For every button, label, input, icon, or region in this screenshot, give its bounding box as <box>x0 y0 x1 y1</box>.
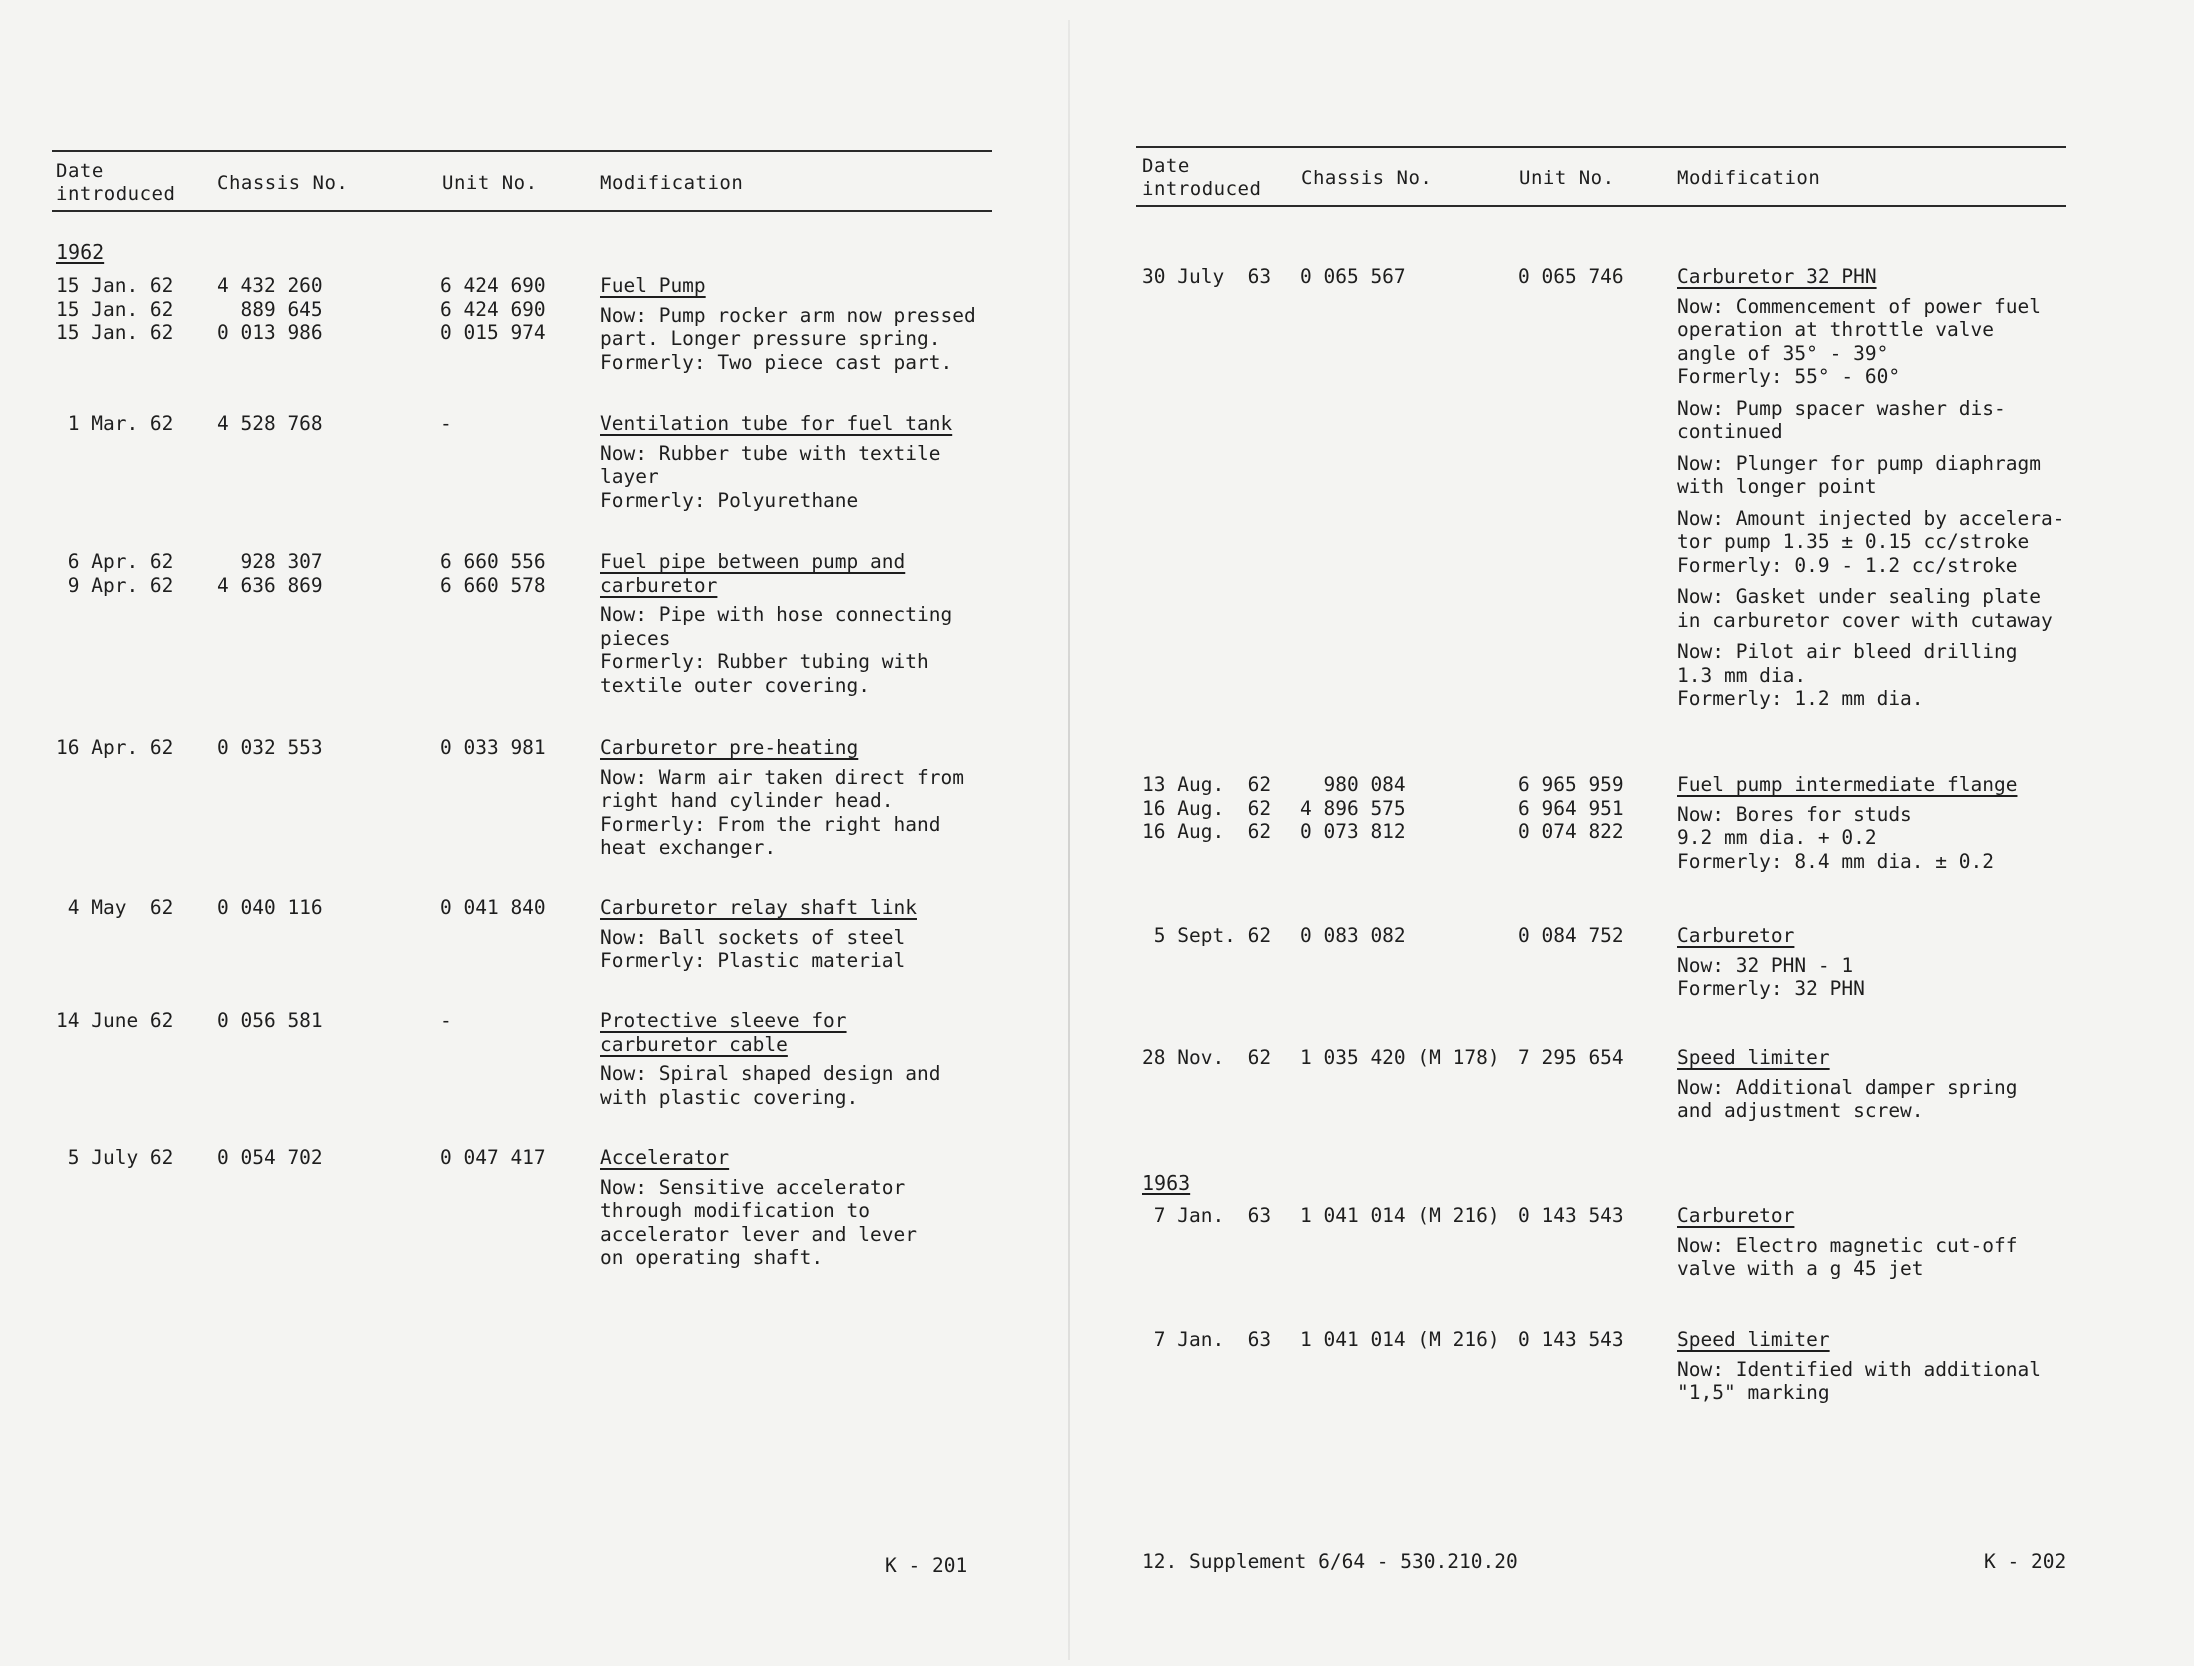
modification-paragraph <box>1677 1234 2017 1281</box>
modification-line: Now: Pilot air bleed drilling <box>1677 640 2018 663</box>
modification-title: Fuel pump intermediate flange <box>1677 773 2018 796</box>
modification-line: Formerly: 0.9 - 1.2 cc/stroke <box>1677 553 2018 577</box>
date-value: 7 Jan. 63 <box>1142 1328 1272 1351</box>
modification-line: Now: Spiral shaped design and <box>600 1062 941 1085</box>
header-top-rule <box>52 150 992 152</box>
date-value: 1 Mar. 62 <box>56 412 174 435</box>
modification-paragraph <box>1677 452 2064 499</box>
unit-number-column <box>440 1009 452 1033</box>
unit-number-value: 0 084 752 <box>1518 924 1624 947</box>
date-value: 5 Sept. 62 <box>1142 924 1272 947</box>
date-column <box>56 896 173 920</box>
modification-paragraph <box>600 1062 940 1109</box>
modification-line: tor pump 1.35 ± 0.15 cc/stroke <box>1677 530 2030 553</box>
modification-line: 1.3 mm dia. <box>1677 663 1807 687</box>
modification-line: Now: Electro magnetic cut-off <box>1677 1233 2018 1257</box>
page-k-202 <box>1136 0 2066 1666</box>
date-value: 7 Jan. 63 <box>1142 1204 1272 1227</box>
modification-paragraph <box>600 442 952 513</box>
modification-title: Carburetor 32 PHN <box>1677 265 1877 288</box>
modification-title: Ventilation tube for fuel tank <box>600 412 953 435</box>
unit-number-value: 0 065 746 <box>1518 265 1624 288</box>
modification-line: Formerly: Two piece cast part. <box>600 350 953 374</box>
modification-line: Now: Bores for studs <box>1677 802 1912 826</box>
date-value: 15 Jan. 62 <box>56 297 174 321</box>
header-chassis: Chassis No. <box>1301 167 1433 189</box>
modification-line: Now: Pump rocker arm now pressed <box>600 303 976 327</box>
modification-line: on operating shaft. <box>600 1246 824 1269</box>
chassis-number-value: 0 056 581 <box>217 1009 323 1032</box>
modification-line: heat exchanger. <box>600 836 777 859</box>
date-column <box>56 1146 173 1170</box>
page-number: K - 202 <box>1984 1550 2067 1573</box>
year-heading: 1962 <box>56 240 105 264</box>
modification-column <box>600 412 952 520</box>
modification-column <box>600 736 964 868</box>
chassis-number-column <box>217 550 323 597</box>
date-value: 6 Apr. 62 <box>56 550 174 573</box>
modification-column <box>600 274 976 382</box>
supplement-note: 12. Supplement 6/64 - 530.210.20 <box>1142 1550 1518 1573</box>
modification-line: and adjustment screw. <box>1677 1099 1924 1122</box>
modification-paragraph <box>1677 295 2064 389</box>
modification-line: valve with a g 45 jet <box>1677 1257 1924 1280</box>
unit-number-value: 0 143 543 <box>1518 1328 1624 1351</box>
modification-line: Formerly: 32 PHN <box>1677 977 1865 1000</box>
modification-line: pieces <box>600 626 671 650</box>
date-value: 4 May 62 <box>56 896 174 919</box>
date-value: 9 Apr. 62 <box>56 573 174 597</box>
chassis-number-value: 0 073 812 <box>1300 820 1406 843</box>
unit-number-value: - <box>440 1009 452 1032</box>
modification-line: through modification to <box>600 1199 871 1222</box>
modification-title: Carburetor <box>1677 924 1795 947</box>
modification-column <box>600 1146 917 1278</box>
date-column <box>1142 1204 1271 1228</box>
chassis-number-column <box>217 274 323 345</box>
date-column <box>1142 1328 1271 1352</box>
date-column <box>56 274 173 345</box>
unit-number-column <box>1518 1204 1624 1228</box>
year-heading: 1963 <box>1142 1171 1191 1195</box>
modification-title: Fuel pipe between pump and carburetor <box>600 550 906 597</box>
modification-line: part. Longer pressure spring. <box>600 327 941 350</box>
modification-column <box>1677 1046 2017 1131</box>
modification-line: Now: Additional damper spring <box>1677 1075 2018 1099</box>
date-column <box>56 550 173 597</box>
modification-column <box>1677 1328 2041 1413</box>
page-number: K - 201 <box>885 1554 968 1577</box>
modification-line: Now: Plunger for pump diaphragm <box>1677 451 2041 475</box>
chassis-number-column <box>1300 1204 1500 1228</box>
chassis-number-column <box>1300 265 1406 289</box>
modification-paragraph <box>1677 1358 2041 1405</box>
chassis-number-column <box>217 412 323 436</box>
unit-number-column <box>440 1146 546 1170</box>
date-column <box>1142 773 1271 844</box>
modification-line: Formerly: Rubber tubing with <box>600 650 929 673</box>
modification-line: Now: Amount injected by accelera- <box>1677 506 2065 530</box>
modification-line: Now: Identified with additional <box>1677 1357 2041 1381</box>
chassis-number-column <box>1300 1046 1500 1070</box>
chassis-number-column <box>1300 1328 1500 1352</box>
unit-number-column <box>440 736 546 760</box>
modification-line: 9.2 mm dia. + 0.2 <box>1677 826 1877 849</box>
modification-title: Carburetor pre-heating <box>600 736 859 759</box>
unit-number-column <box>440 896 546 920</box>
modification-line: Formerly: Polyurethane <box>600 488 859 512</box>
header-bottom-rule <box>1136 205 2066 207</box>
unit-number-value: 6 660 556 <box>440 550 546 573</box>
date-value: 15 Jan. 62 <box>56 321 174 344</box>
modification-line: Now: Warm air taken direct from <box>600 765 964 789</box>
chassis-number-value: 928 307 <box>217 550 323 573</box>
modification-line: Now: 32 PHN - 1 <box>1677 953 1854 977</box>
chassis-number-value: 4 528 768 <box>217 412 323 435</box>
unit-number-value: 0 074 822 <box>1518 820 1624 843</box>
date-value: 16 Apr. 62 <box>56 736 174 759</box>
chassis-number-column <box>1300 924 1406 948</box>
modification-line: operation at throttle valve <box>1677 318 1994 341</box>
unit-number-column <box>440 550 546 597</box>
chassis-number-column <box>1300 773 1406 844</box>
modification-column <box>1677 265 2064 719</box>
chassis-number-value: 1 035 420 (M 178) <box>1300 1046 1500 1069</box>
modification-line: Formerly: From the right hand <box>600 812 941 836</box>
modification-paragraph <box>1677 397 2064 444</box>
date-column <box>1142 1046 1271 1070</box>
chassis-number-value: 1 041 014 (M 216) <box>1300 1328 1500 1351</box>
modification-title: Speed limiter <box>1677 1328 1830 1351</box>
date-value: 16 Aug. 62 <box>1142 796 1272 820</box>
header-unit: Unit No. <box>442 172 538 194</box>
modification-column <box>600 1009 940 1117</box>
modification-line: accelerator lever and lever <box>600 1222 917 1246</box>
modification-line: angle of 35° - 39° <box>1677 341 1889 365</box>
date-value: 5 July 62 <box>56 1146 174 1169</box>
unit-number-column <box>1518 773 1624 844</box>
modification-paragraph <box>1677 1076 2017 1123</box>
unit-number-value: 0 015 974 <box>440 321 546 344</box>
unit-number-value: 7 295 654 <box>1518 1046 1624 1069</box>
date-column <box>1142 924 1271 948</box>
modification-paragraph <box>1677 640 2064 711</box>
modification-column <box>600 896 917 981</box>
date-column <box>56 412 173 436</box>
unit-number-value: 6 964 951 <box>1518 796 1624 820</box>
modification-line: Now: Gasket under sealing plate <box>1677 585 2041 608</box>
modification-line: Now: Ball sockets of steel <box>600 925 906 949</box>
page-fold <box>1068 20 1070 1660</box>
date-value: 13 Aug. 62 <box>1142 773 1272 796</box>
date-column <box>56 736 173 760</box>
unit-number-column <box>1518 265 1624 289</box>
date-column <box>56 1009 173 1033</box>
chassis-number-value: 980 084 <box>1300 773 1406 796</box>
modification-column <box>1677 773 2017 881</box>
chassis-number-value: 4 636 869 <box>217 573 323 597</box>
modification-line: right hand cylinder head. <box>600 789 894 812</box>
header-unit: Unit No. <box>1519 167 1615 189</box>
modification-line: Formerly: 8.4 mm dia. ± 0.2 <box>1677 849 1994 873</box>
chassis-number-value: 0 013 986 <box>217 321 323 344</box>
chassis-number-value: 4 896 575 <box>1300 796 1406 820</box>
unit-number-column <box>440 274 546 345</box>
chassis-number-column <box>217 736 323 760</box>
unit-number-value: 6 424 690 <box>440 274 546 297</box>
header-top-rule <box>1136 146 2066 148</box>
header-date: Date introduced <box>56 160 176 205</box>
modification-line: Now: Pump spacer washer dis- <box>1677 396 2006 420</box>
modification-paragraph <box>600 603 952 697</box>
date-value: 16 Aug. 62 <box>1142 820 1272 843</box>
header-chassis: Chassis No. <box>217 172 349 194</box>
header-modification: Modification <box>600 172 744 194</box>
unit-number-value: 6 424 690 <box>440 297 546 321</box>
chassis-number-value: 0 032 553 <box>217 736 323 759</box>
modification-line: Now: Sensitive accelerator <box>600 1175 906 1199</box>
unit-number-column <box>1518 924 1624 948</box>
unit-number-value: 0 041 840 <box>440 896 546 919</box>
header-bottom-rule <box>52 210 992 212</box>
modification-line: textile outer covering. <box>600 673 871 697</box>
page-k-201 <box>52 0 992 1666</box>
modification-line: Formerly: Plastic material <box>600 949 906 972</box>
chassis-number-value: 0 040 116 <box>217 896 323 919</box>
modification-line: in carburetor cover with cutaway <box>1677 608 2053 632</box>
modification-line: Formerly: 1.2 mm dia. <box>1677 687 1924 710</box>
modification-column <box>600 550 952 705</box>
unit-number-value: 6 660 578 <box>440 573 546 597</box>
modification-title: Carburetor <box>1677 1204 1795 1227</box>
unit-number-column <box>1518 1328 1624 1352</box>
date-value: 14 June 62 <box>56 1009 174 1032</box>
modification-column <box>1677 924 1865 1009</box>
chassis-number-value: 889 645 <box>217 297 323 321</box>
chassis-number-column <box>217 1009 323 1033</box>
modification-paragraph <box>1677 803 2017 874</box>
modification-line: with longer point <box>1677 475 1877 498</box>
modification-title: Speed limiter <box>1677 1046 1830 1069</box>
header-modification: Modification <box>1677 167 1821 189</box>
modification-line: continued <box>1677 420 1783 443</box>
unit-number-value: 0 033 981 <box>440 736 546 759</box>
unit-number-value: - <box>440 412 452 435</box>
modification-title: Fuel Pump <box>600 274 706 297</box>
modification-title: Protective sleeve for carburetor cable <box>600 1009 847 1056</box>
modification-paragraph <box>600 304 976 375</box>
chassis-number-value: 0 054 702 <box>217 1146 323 1169</box>
modification-paragraph <box>1677 585 2064 632</box>
date-value: 30 July 63 <box>1142 265 1272 288</box>
unit-number-value: 0 143 543 <box>1518 1204 1624 1227</box>
modification-line: "1,5" marking <box>1677 1381 1830 1404</box>
modification-line: Now: Pipe with hose connecting <box>600 603 953 626</box>
unit-number-column <box>1518 1046 1624 1070</box>
unit-number-column <box>440 412 452 436</box>
modification-paragraph <box>1677 954 1865 1001</box>
modification-paragraph <box>1677 507 2064 578</box>
modification-line: layer <box>600 465 659 488</box>
chassis-number-value: 0 065 567 <box>1300 265 1406 288</box>
date-value: 28 Nov. 62 <box>1142 1046 1272 1069</box>
unit-number-value: 0 047 417 <box>440 1146 546 1169</box>
chassis-number-value: 1 041 014 (M 216) <box>1300 1204 1500 1227</box>
modification-column <box>1677 1204 2017 1289</box>
modification-paragraph <box>600 926 917 973</box>
modification-line: Now: Rubber tube with textile <box>600 441 941 465</box>
date-value: 15 Jan. 62 <box>56 274 174 297</box>
chassis-number-column <box>217 1146 323 1170</box>
chassis-number-value: 0 083 082 <box>1300 924 1406 947</box>
header-date: Date introduced <box>1142 155 1262 200</box>
date-column <box>1142 265 1271 289</box>
modification-paragraph <box>600 766 964 860</box>
modification-line: Formerly: 55° - 60° <box>1677 365 1901 388</box>
modification-line: Now: Commencement of power fuel <box>1677 294 2041 318</box>
modification-title: Accelerator <box>600 1146 730 1169</box>
chassis-number-value: 4 432 260 <box>217 274 323 297</box>
modification-paragraph <box>600 1176 917 1270</box>
modification-line: with plastic covering. <box>600 1085 859 1109</box>
modification-title: Carburetor relay shaft link <box>600 896 917 919</box>
chassis-number-column <box>217 896 323 920</box>
unit-number-value: 6 965 959 <box>1518 773 1624 796</box>
